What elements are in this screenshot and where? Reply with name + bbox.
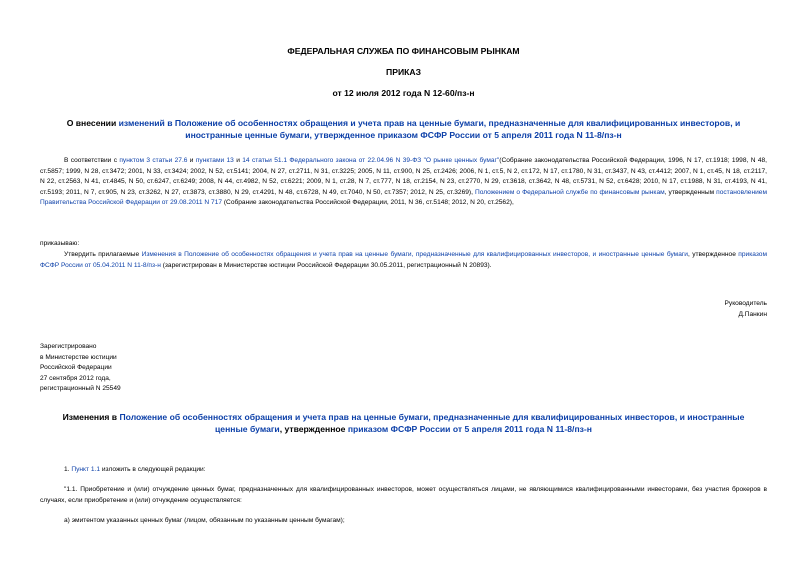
registration-line: Зарегистрировано bbox=[40, 343, 97, 350]
title-prefix: О внесении bbox=[66, 118, 117, 128]
item-1-subitem-a: а) эмитентом указанных ценных бумаг (лицом, обязанным по указанным ценным бумагам); bbox=[64, 517, 345, 524]
law-link-federal-law[interactable]: 14 статьи 51.1 Федерального закона от 22.04.96 N 39-ФЗ "О рынке ценных бумаг" bbox=[242, 157, 500, 164]
changes-title-link-regulation[interactable]: Положение об особенностях обращения и учета прав на ценные бумаги, предназначенные для квалифицированных инвесторов, и иностранные ценные бумаги bbox=[119, 412, 745, 434]
item-1-quote: "1.1. Приобретение и (или) отчуждение ценных бумаг, предназначенных для квалифицированных инвесторов, может осуществляться лицами, не являющимися квалифицированными инвесторами, без участия брокеров в случаях, если приобретение и (или) отчуждение осуществляется: bbox=[40, 486, 767, 504]
preamble-text: (Собрание законодательства Российской Федерации, 2011, N 36, ст.5148; 2012, N 20, ст.2562), bbox=[222, 199, 514, 206]
changes-link[interactable]: Изменения в Положение об особенностях обращения и учета прав на ценные бумаги, предназначенные для квалифицированных инвесторов, и иностранные ценные бумаги bbox=[141, 251, 688, 258]
date-number-heading: от 12 июля 2012 года N 12-60/пз-н bbox=[332, 88, 475, 98]
signature-name: Д.Панкин bbox=[738, 311, 767, 318]
government-decree-link[interactable]: постановлением Правительства Российской Федерации от 29.08.2011 N 717 bbox=[40, 188, 767, 206]
item-1-link[interactable]: Пункт 1.1 bbox=[71, 466, 100, 473]
preamble-paragraph bbox=[40, 156, 767, 209]
registration-line: Российской Федерации bbox=[40, 364, 112, 371]
changes-title-link-order[interactable]: приказом ФСФР России от 5 апреля 2011 года N 11-8/пз-н bbox=[347, 424, 592, 434]
agency-heading: ФЕДЕРАЛЬНАЯ СЛУЖБА ПО ФИНАНСОВЫМ РЫНКАМ bbox=[287, 46, 520, 56]
preamble-text: и bbox=[187, 157, 196, 164]
fsfr-order-link[interactable]: приказом ФСФР России от 05.04.2011 N 11-8/пз-н bbox=[40, 251, 767, 269]
registration-block bbox=[40, 342, 121, 395]
signature-block bbox=[725, 298, 767, 320]
preamble-text: В соответствии с bbox=[64, 157, 120, 164]
signature-position: Руководитель bbox=[724, 300, 767, 307]
item-1 bbox=[40, 465, 767, 476]
changes-title-prefix: Изменения в bbox=[62, 412, 120, 422]
preamble-text: , утвержденным bbox=[664, 188, 717, 196]
item-1-text: изложить в следующей редакции: bbox=[100, 466, 206, 473]
law-link-items-13[interactable]: пунктами 13 bbox=[195, 157, 234, 164]
document-title bbox=[60, 117, 747, 141]
registration-line: регистрационный N 25549 bbox=[40, 385, 121, 392]
changes-title-middle: , утвержденное bbox=[279, 424, 348, 434]
approve-text: Утвердить прилагаемые bbox=[64, 251, 142, 258]
preamble-text: и bbox=[233, 157, 243, 164]
title-link[interactable]: изменений в Положение об особенностях обращения и учета прав на ценные бумаги, предназначенные для квалифицированных инвесторов, и иностранные ценные бумаги, утвержденное приказом ФСФР России от 5 апреля 2011 года N 11-8/пз-н bbox=[118, 118, 741, 140]
law-link-article-27-6[interactable]: пунктом 3 статьи 27.6 bbox=[119, 157, 188, 164]
regulation-link[interactable]: Положением о Федеральной службе по финансовым рынкам bbox=[474, 188, 665, 196]
approve-text: , утвержденное bbox=[687, 251, 739, 258]
doc-type-heading: ПРИКАЗ bbox=[386, 67, 421, 77]
item-1-number: 1. bbox=[64, 466, 72, 473]
preamble-text: (Собрание законодательства Российской Федерации, 1996, N 17, ст.1918; 1998, N 48, ст.5857; 1999, N 28, ст.3472; 2001, N 33, ст.3424; 2002, N 52, ст.5141; 2004, N 27, ст.2711, N 31, ст.3225; 2005, N 11, ст.900, N 25, ст.2426; 2006, N 1, ст.5, N 2, ст.172, N 17, ст.1780, N 31, ст.3437, N 43, ст.4412; 2007, N 1, ст.45, N 18, ст.2117, N 22, ст.2563, N 41, ст.4845, N 50, ст.6247, ст.6249; 2008, N 44, ст.4982, N 52, ст.6221; 2009, N 1, ст.28, N 7, ст.777, N 18, ст.2154, N 23, ст.2770, N 29, ст.3618, ст.3642, N 48, ст.5731, N 52, ст.6428; 2010, N 17, ст.1988, N 31, ст.4193, N 41, ст.5193; 2011, N 7, ст.905, N 23, ст.3262, N 27, ст.3873, ст.3880, N 29, ст.4291, N 48, ст.6728, N 49, ст.7040, N 50, ст.7357; 2012, N 25, ст.3269), bbox=[40, 157, 767, 196]
registration-line: в Министерстве юстиции bbox=[40, 353, 117, 361]
approve-paragraph bbox=[40, 250, 767, 271]
approve-text: (зарегистрирован в Министерстве юстиции Российской Федерации 30.05.2011, регистрационный N 20893). bbox=[160, 261, 492, 269]
changes-title bbox=[50, 411, 757, 435]
order-word: приказываю: bbox=[40, 240, 80, 247]
registration-line: 27 сентября 2012 года, bbox=[40, 374, 111, 382]
